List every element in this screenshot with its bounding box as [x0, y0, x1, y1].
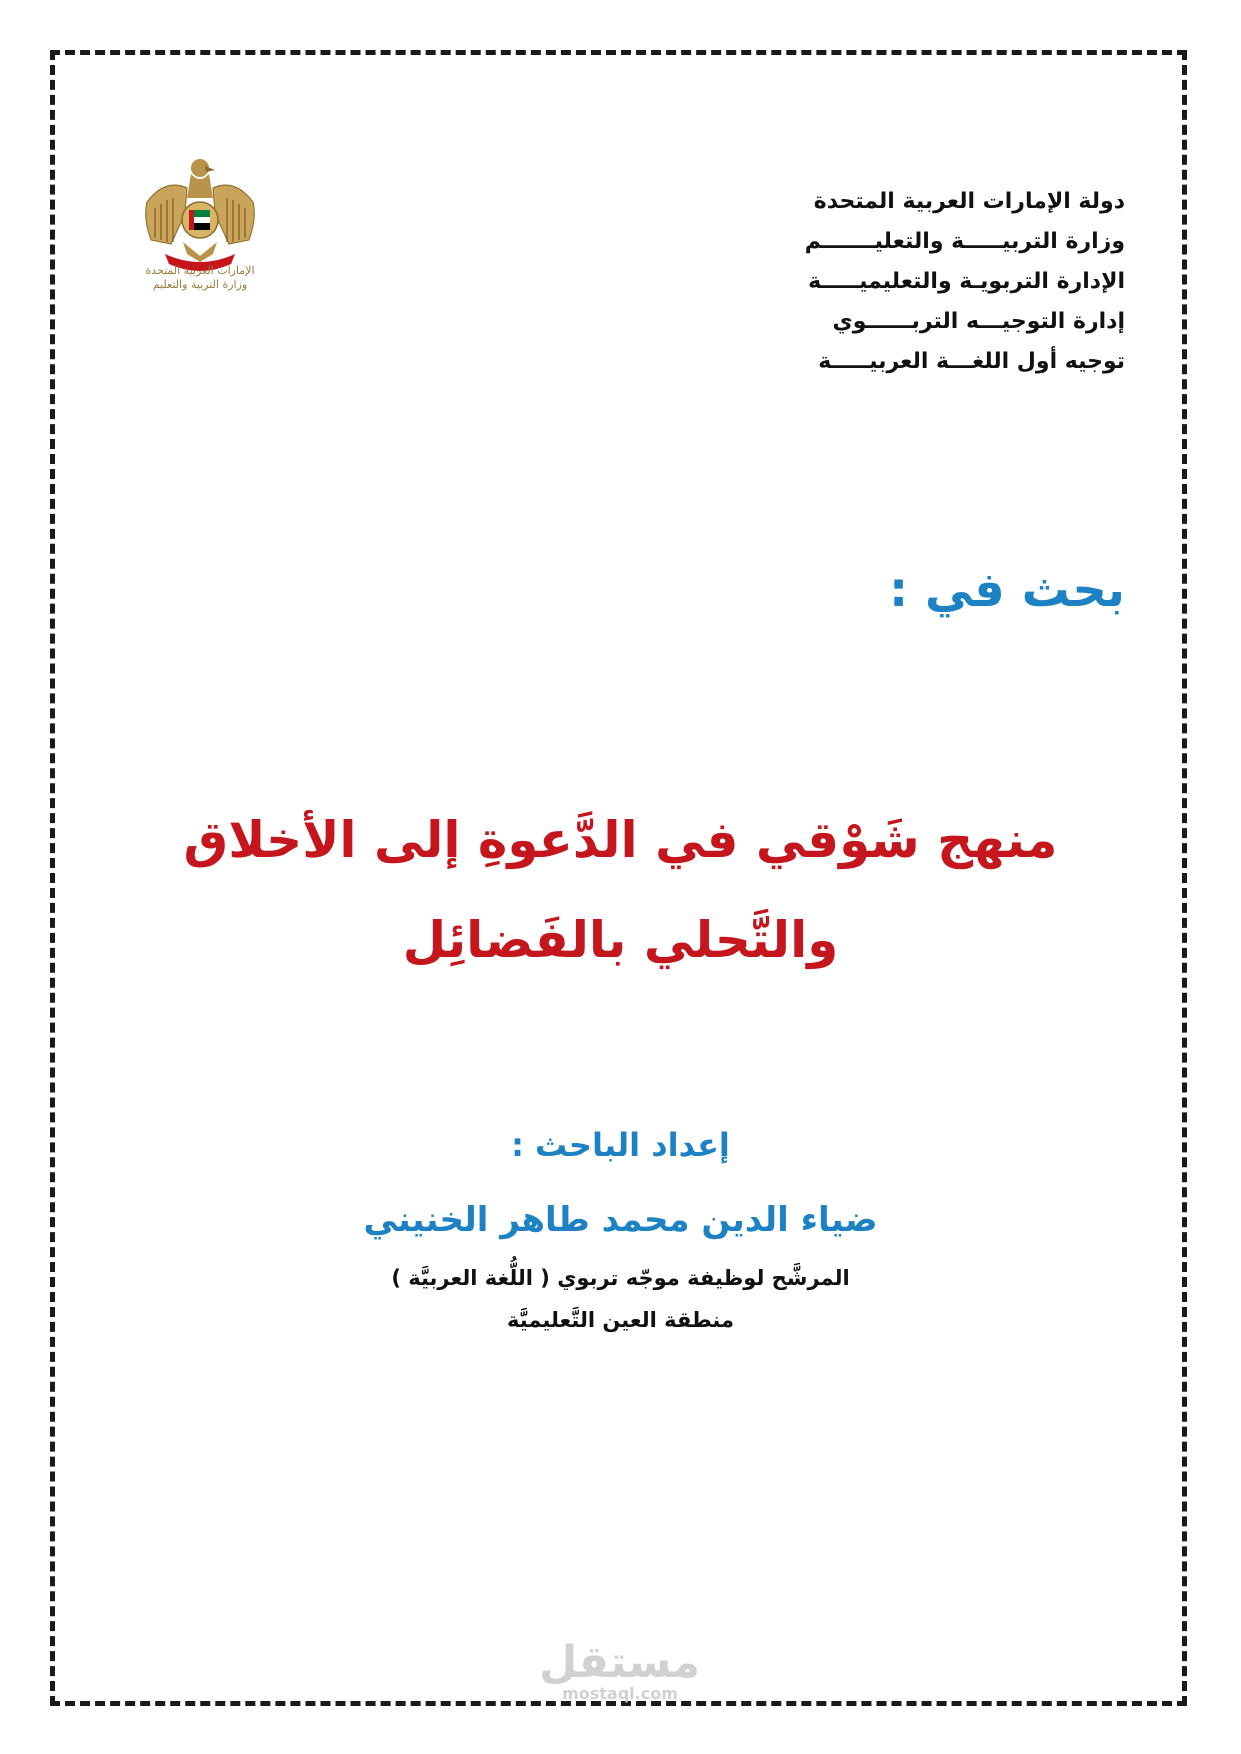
author-role: المرشَّح لوظيفة موجّه تربوي ( اللُّغة العربيَّة ) [391, 1266, 850, 1290]
author-name: ضياء الدين محمد طاهر الخنيني [363, 1200, 878, 1240]
header-line-guidance: إدارة التوجيـــه التربــــــوي [832, 309, 1125, 334]
header-line-ministry: وزارة التربيـــــة والتعليـــــــم [804, 229, 1125, 254]
title-line-2: والتَّحلي بالفَضائِل [402, 911, 839, 969]
research-label: بحث في : [888, 562, 1125, 618]
ministry-header [765, 182, 1125, 382]
header-line-administration: الإدارة التربويـة والتعليميـــــة [808, 269, 1125, 294]
author-region: منطقة العين التَّعليميَّة [507, 1308, 734, 1332]
watermark-url: mostaql.com [562, 1684, 678, 1703]
emblem-caption-ministry: وزارة التربية والتعليم [152, 278, 248, 291]
emblem-caption [110, 264, 290, 292]
mostaql-watermark [539, 1637, 700, 1703]
header-line-country: دولة الإمارات العربية المتحدة [813, 189, 1125, 214]
prepared-by-label: إعداد الباحث : [511, 1126, 730, 1164]
watermark-logo-text: مستقل [539, 1637, 700, 1688]
emblem-caption-country: الإمارات العربية المتحدة [145, 264, 255, 277]
title-line-1: منهج شَوْقي في الدَّعوةِ إلى الأخلاق [183, 811, 1058, 869]
research-title [100, 790, 1141, 990]
header-line-arabic-guidance: توجيه أول اللغـــة العربيـــــة [818, 349, 1125, 374]
